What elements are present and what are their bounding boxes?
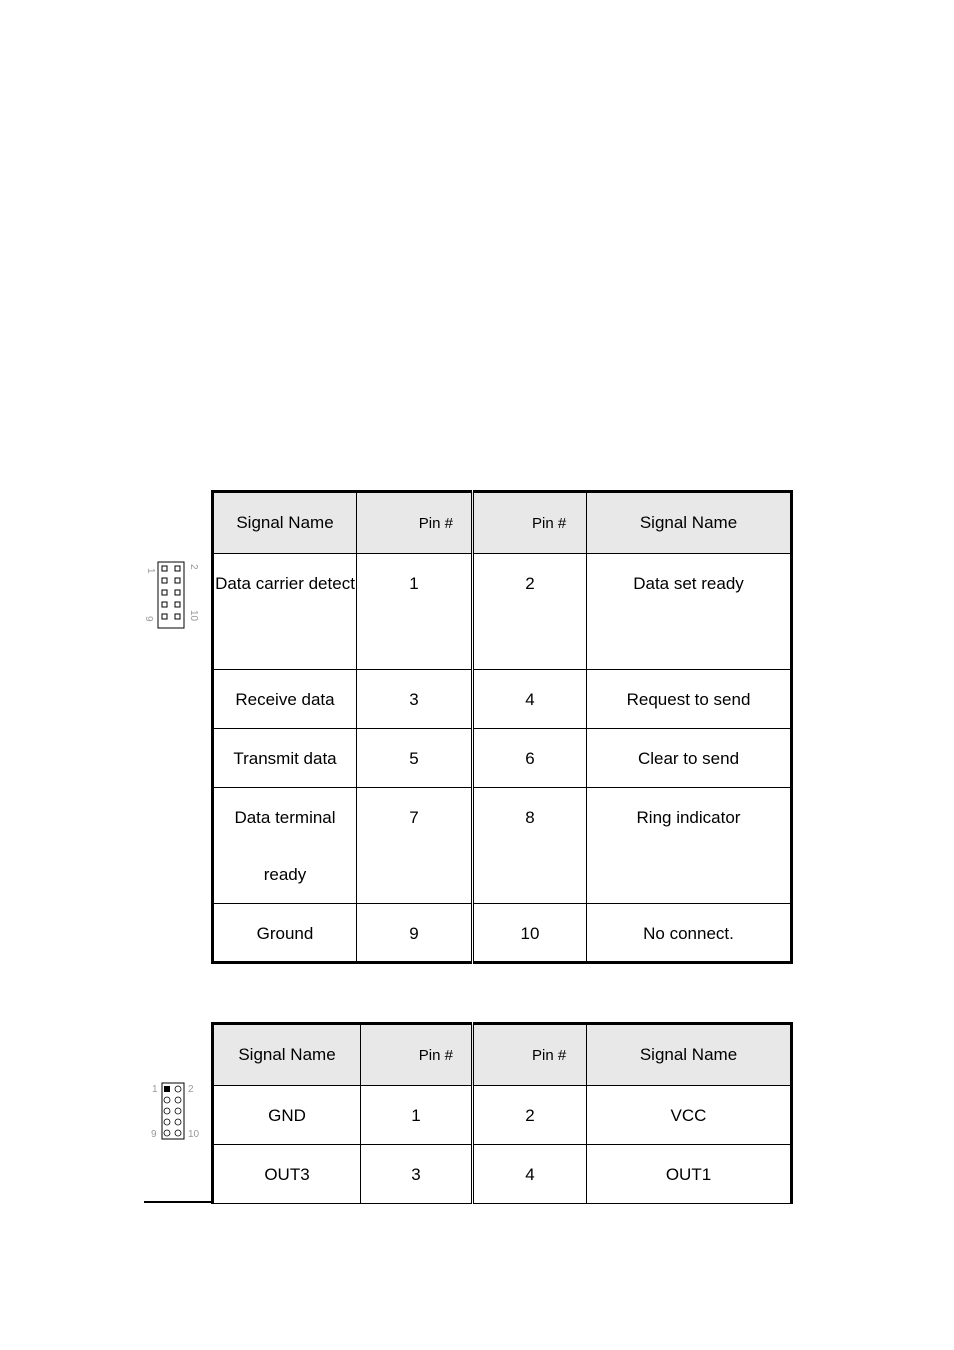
signal-name-cell: Data set ready [587,554,792,670]
table-row [213,554,792,670]
header-pin-left: Pin # [361,1024,473,1086]
signal-name-cell: VCC [587,1086,792,1145]
pin-number-cell: 3 [357,670,473,729]
signal-name-cell: OUT3 [213,1145,361,1204]
signal-name-cell: Data carrier detect [213,554,357,670]
header-pin-right: Pin # [473,1024,587,1086]
pin-number-cell: 2 [473,1086,587,1145]
table-row [213,729,792,788]
signal-name-cell: Transmit data [213,729,357,788]
pin-number-cell: 2 [473,554,587,670]
pin-label-9: 9 [143,616,154,622]
header-signal-name-left: Signal Name [213,1024,361,1086]
table-header-row [213,492,792,554]
signal-name-cell: Receive data [213,670,357,729]
pin-header-diagram-1 [140,558,206,632]
pin-label-1: 1 [145,568,156,574]
pin-number-cell: 6 [473,729,587,788]
pin-number-cell: 10 [473,904,587,963]
pin-number-cell: 4 [473,1145,587,1204]
pin-number-cell: 1 [361,1086,473,1145]
signal-name-cell: OUT1 [587,1145,792,1204]
table-row [213,1145,792,1204]
pin-header-diagram-2 [148,1081,206,1143]
pin-number-cell: 9 [357,904,473,963]
signal-name-cell: GND [213,1086,361,1145]
pin-number-cell: 3 [361,1145,473,1204]
pin-number-cell: 8 [473,788,587,904]
header-signal-name-right: Signal Name [587,492,792,554]
signal-name-cell: No connect. [587,904,792,963]
header-pin-right: Pin # [473,492,587,554]
table-row [213,788,792,904]
header-signal-name-right: Signal Name [587,1024,792,1086]
pin-label-2: 2 [188,564,199,570]
pin-label-2: 2 [188,1084,194,1095]
table-row [213,1086,792,1145]
pin-label-10: 10 [188,1129,200,1140]
signal-name-cell: Data terminal ready [213,788,357,904]
gpio-pin-table [211,1022,793,1204]
signal-name-cell: Clear to send [587,729,792,788]
table-row [213,904,792,963]
table-header-row [213,1024,792,1086]
table-row [213,670,792,729]
pin-label-10: 10 [188,610,199,622]
pin-number-cell: 4 [473,670,587,729]
header-pin-left: Pin # [357,492,473,554]
pin-number-cell: 1 [357,554,473,670]
pin-label-9: 9 [151,1129,157,1140]
signal-name-cell: Ring indicator [587,788,792,904]
header-signal-name-left: Signal Name [213,492,357,554]
pin-label-1: 1 [152,1084,158,1095]
signal-name-cell: Ground [213,904,357,963]
pin-number-cell: 5 [357,729,473,788]
signal-name-cell: Request to send [587,670,792,729]
pin-number-cell: 7 [357,788,473,904]
table-footer-rule [144,1201,212,1203]
com-port-pin-table [211,490,793,964]
